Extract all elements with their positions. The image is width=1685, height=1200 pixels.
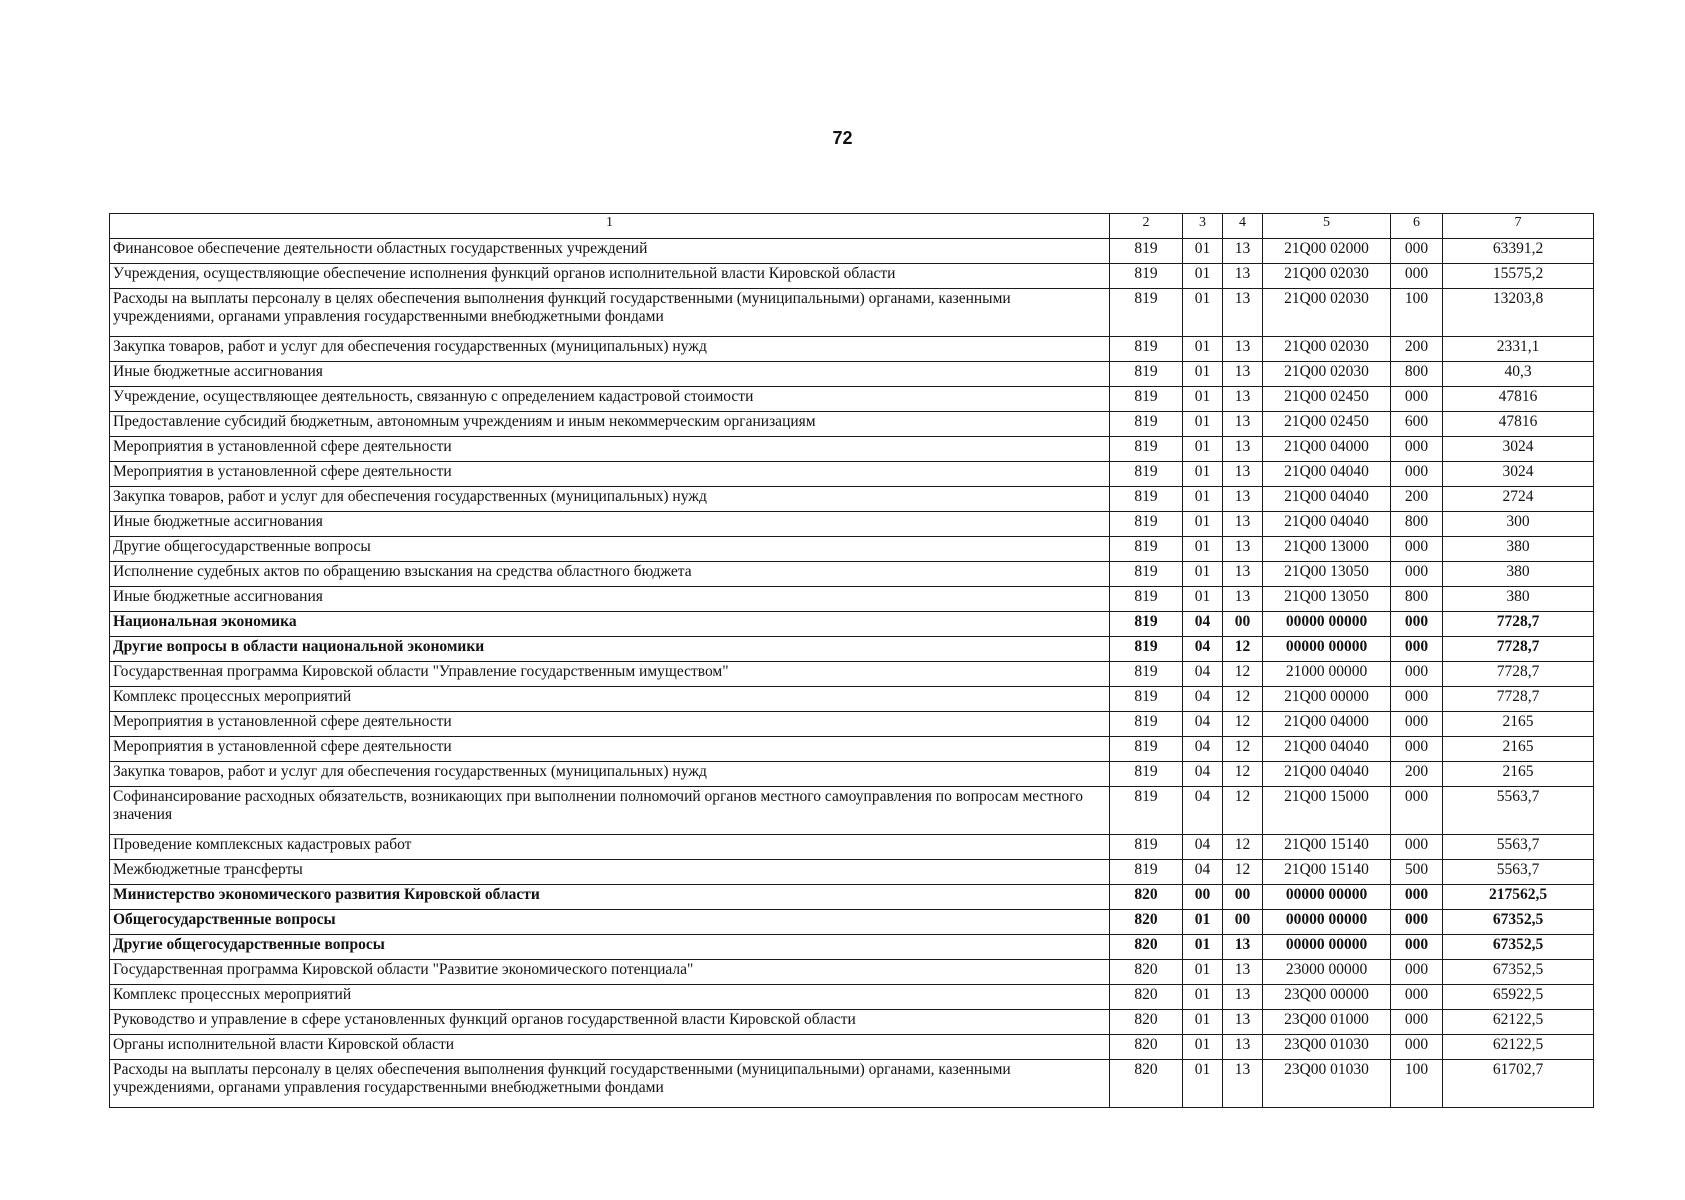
- admin-code-cell: 820: [1110, 1060, 1183, 1108]
- expense-type-cell: 200: [1391, 487, 1443, 512]
- expense-type-cell: 100: [1391, 289, 1443, 337]
- row-name-cell: Закупка товаров, работ и услуг для обеспечения государственных (муниципальных) нужд: [110, 762, 1110, 787]
- subsection-cell: 12: [1223, 737, 1263, 762]
- amount-cell: 62122,5: [1443, 1010, 1594, 1035]
- admin-code-cell: 819: [1110, 487, 1183, 512]
- amount-cell: 380: [1443, 587, 1594, 612]
- target-article-cell: 00000 00000: [1263, 612, 1391, 637]
- subsection-cell: 00: [1223, 910, 1263, 935]
- table-row: [110, 437, 1594, 462]
- subsection-cell: 13: [1223, 337, 1263, 362]
- expense-type-cell: 200: [1391, 762, 1443, 787]
- row-name-cell: Национальная экономика: [110, 612, 1110, 637]
- target-article-cell: 21Q00 02000: [1263, 239, 1391, 264]
- section-cell: 01: [1183, 985, 1223, 1010]
- table-row: [110, 1035, 1594, 1060]
- target-article-cell: 21Q00 04040: [1263, 737, 1391, 762]
- amount-cell: 380: [1443, 562, 1594, 587]
- target-article-cell: 23Q00 01030: [1263, 1060, 1391, 1108]
- amount-cell: 62122,5: [1443, 1035, 1594, 1060]
- section-cell: 04: [1183, 687, 1223, 712]
- section-cell: 04: [1183, 737, 1223, 762]
- admin-code-cell: 819: [1110, 737, 1183, 762]
- subsection-cell: 00: [1223, 612, 1263, 637]
- amount-cell: 67352,5: [1443, 935, 1594, 960]
- amount-cell: 13203,8: [1443, 289, 1594, 337]
- section-cell: 01: [1183, 239, 1223, 264]
- amount-cell: 2165: [1443, 712, 1594, 737]
- target-article-cell: 21Q00 02030: [1263, 362, 1391, 387]
- subsection-cell: 12: [1223, 860, 1263, 885]
- expense-type-cell: 000: [1391, 612, 1443, 637]
- expense-type-cell: 100: [1391, 1060, 1443, 1108]
- admin-code-cell: 819: [1110, 289, 1183, 337]
- table-row: [110, 687, 1594, 712]
- section-cell: 01: [1183, 387, 1223, 412]
- admin-code-cell: 819: [1110, 264, 1183, 289]
- amount-cell: 61702,7: [1443, 1060, 1594, 1108]
- subsection-cell: 13: [1223, 362, 1263, 387]
- expense-type-cell: 600: [1391, 412, 1443, 437]
- table-row: [110, 387, 1594, 412]
- expense-type-cell: 000: [1391, 537, 1443, 562]
- column-header: 7: [1443, 214, 1594, 239]
- row-name-cell: Иные бюджетные ассигнования: [110, 362, 1110, 387]
- admin-code-cell: 819: [1110, 412, 1183, 437]
- row-name-cell: Другие вопросы в области национальной экономики: [110, 637, 1110, 662]
- table-row: [110, 985, 1594, 1010]
- subsection-cell: 13: [1223, 512, 1263, 537]
- subsection-cell: 13: [1223, 462, 1263, 487]
- expense-type-cell: 000: [1391, 1035, 1443, 1060]
- row-name-cell: Закупка товаров, работ и услуг для обеспечения государственных (муниципальных) нужд: [110, 487, 1110, 512]
- target-article-cell: 21Q00 04040: [1263, 512, 1391, 537]
- section-cell: 01: [1183, 537, 1223, 562]
- amount-cell: 5563,7: [1443, 860, 1594, 885]
- table-row: [110, 1060, 1594, 1108]
- table-row: [110, 637, 1594, 662]
- section-cell: 01: [1183, 1060, 1223, 1108]
- table-row: [110, 737, 1594, 762]
- subsection-cell: 00: [1223, 885, 1263, 910]
- amount-cell: 217562,5: [1443, 885, 1594, 910]
- admin-code-cell: 820: [1110, 910, 1183, 935]
- amount-cell: 40,3: [1443, 362, 1594, 387]
- section-cell: 01: [1183, 437, 1223, 462]
- target-article-cell: 23Q00 01030: [1263, 1035, 1391, 1060]
- column-header: 3: [1183, 214, 1223, 239]
- row-name-cell: Мероприятия в установленной сфере деятельности: [110, 437, 1110, 462]
- target-article-cell: 00000 00000: [1263, 935, 1391, 960]
- amount-cell: 5563,7: [1443, 787, 1594, 835]
- amount-cell: 7728,7: [1443, 612, 1594, 637]
- admin-code-cell: 819: [1110, 787, 1183, 835]
- target-article-cell: 21000 00000: [1263, 662, 1391, 687]
- admin-code-cell: 819: [1110, 462, 1183, 487]
- row-name-cell: Межбюджетные трансферты: [110, 860, 1110, 885]
- subsection-cell: 12: [1223, 787, 1263, 835]
- target-article-cell: 21Q00 13050: [1263, 562, 1391, 587]
- target-article-cell: 21Q00 00000: [1263, 687, 1391, 712]
- admin-code-cell: 820: [1110, 985, 1183, 1010]
- expense-type-cell: 000: [1391, 687, 1443, 712]
- section-cell: 01: [1183, 960, 1223, 985]
- table-header-row: [110, 214, 1594, 239]
- table-row: [110, 612, 1594, 637]
- row-name-cell: Министерство экономического развития Кировской области: [110, 885, 1110, 910]
- row-name-cell: Другие общегосударственные вопросы: [110, 537, 1110, 562]
- admin-code-cell: 819: [1110, 239, 1183, 264]
- table-row: [110, 487, 1594, 512]
- table-row: [110, 960, 1594, 985]
- section-cell: 01: [1183, 910, 1223, 935]
- expense-type-cell: 000: [1391, 885, 1443, 910]
- section-cell: 01: [1183, 1035, 1223, 1060]
- table-row: [110, 362, 1594, 387]
- target-article-cell: 21Q00 04000: [1263, 437, 1391, 462]
- section-cell: 04: [1183, 762, 1223, 787]
- admin-code-cell: 819: [1110, 587, 1183, 612]
- row-name-cell: Общегосударственные вопросы: [110, 910, 1110, 935]
- row-name-cell: Закупка товаров, работ и услуг для обеспечения государственных (муниципальных) нужд: [110, 337, 1110, 362]
- column-header: 1: [110, 214, 1110, 239]
- amount-cell: 3024: [1443, 437, 1594, 462]
- admin-code-cell: 819: [1110, 687, 1183, 712]
- amount-cell: 2724: [1443, 487, 1594, 512]
- page-number: 72: [832, 128, 853, 148]
- section-cell: 04: [1183, 637, 1223, 662]
- table-row: [110, 910, 1594, 935]
- expense-type-cell: 500: [1391, 860, 1443, 885]
- row-name-cell: Мероприятия в установленной сфере деятельности: [110, 737, 1110, 762]
- row-name-cell: Государственная программа Кировской области "Управление государственным имуществом": [110, 662, 1110, 687]
- amount-cell: 2331,1: [1443, 337, 1594, 362]
- admin-code-cell: 819: [1110, 762, 1183, 787]
- admin-code-cell: 819: [1110, 637, 1183, 662]
- subsection-cell: 13: [1223, 562, 1263, 587]
- table-row: [110, 835, 1594, 860]
- amount-cell: 47816: [1443, 412, 1594, 437]
- section-cell: 04: [1183, 712, 1223, 737]
- expense-type-cell: 000: [1391, 637, 1443, 662]
- table-row: [110, 712, 1594, 737]
- expense-type-cell: 000: [1391, 960, 1443, 985]
- target-article-cell: 23Q00 00000: [1263, 985, 1391, 1010]
- expense-type-cell: 000: [1391, 712, 1443, 737]
- target-article-cell: 21Q00 02030: [1263, 289, 1391, 337]
- row-name-cell: Исполнение судебных актов по обращению взыскания на средства областного бюджета: [110, 562, 1110, 587]
- row-name-cell: Предоставление субсидий бюджетным, автономным учреждениям и иным некоммерческим организациям: [110, 412, 1110, 437]
- target-article-cell: 21Q00 04040: [1263, 762, 1391, 787]
- target-article-cell: 21Q00 02030: [1263, 264, 1391, 289]
- row-name-cell: Комплекс процессных мероприятий: [110, 687, 1110, 712]
- target-article-cell: 21Q00 04040: [1263, 487, 1391, 512]
- table-row: [110, 935, 1594, 960]
- subsection-cell: 13: [1223, 960, 1263, 985]
- subsection-cell: 13: [1223, 587, 1263, 612]
- row-name-cell: Органы исполнительной власти Кировской области: [110, 1035, 1110, 1060]
- table-row: [110, 289, 1594, 337]
- table-row: [110, 787, 1594, 835]
- subsection-cell: 13: [1223, 1060, 1263, 1108]
- column-header: 4: [1223, 214, 1263, 239]
- subsection-cell: 13: [1223, 1035, 1263, 1060]
- admin-code-cell: 819: [1110, 712, 1183, 737]
- admin-code-cell: 819: [1110, 835, 1183, 860]
- expense-type-cell: 800: [1391, 362, 1443, 387]
- table-row: [110, 239, 1594, 264]
- target-article-cell: 21Q00 15140: [1263, 860, 1391, 885]
- section-cell: 01: [1183, 935, 1223, 960]
- row-name-cell: Другие общегосударственные вопросы: [110, 935, 1110, 960]
- section-cell: 04: [1183, 835, 1223, 860]
- amount-cell: 47816: [1443, 387, 1594, 412]
- subsection-cell: 12: [1223, 712, 1263, 737]
- admin-code-cell: 819: [1110, 662, 1183, 687]
- admin-code-cell: 820: [1110, 1010, 1183, 1035]
- row-name-cell: Мероприятия в установленной сфере деятельности: [110, 712, 1110, 737]
- row-name-cell: Мероприятия в установленной сфере деятельности: [110, 462, 1110, 487]
- section-cell: 04: [1183, 662, 1223, 687]
- expense-type-cell: 800: [1391, 512, 1443, 537]
- row-name-cell: Иные бюджетные ассигнования: [110, 587, 1110, 612]
- section-cell: 01: [1183, 337, 1223, 362]
- target-article-cell: 21Q00 02450: [1263, 412, 1391, 437]
- row-name-cell: Финансовое обеспечение деятельности областных государственных учреждений: [110, 239, 1110, 264]
- expense-type-cell: 000: [1391, 835, 1443, 860]
- section-cell: 01: [1183, 587, 1223, 612]
- amount-cell: 7728,7: [1443, 637, 1594, 662]
- subsection-cell: 12: [1223, 762, 1263, 787]
- table-row: [110, 537, 1594, 562]
- amount-cell: 15575,2: [1443, 264, 1594, 289]
- admin-code-cell: 819: [1110, 537, 1183, 562]
- subsection-cell: 13: [1223, 289, 1263, 337]
- target-article-cell: 00000 00000: [1263, 885, 1391, 910]
- admin-code-cell: 819: [1110, 387, 1183, 412]
- section-cell: 04: [1183, 612, 1223, 637]
- subsection-cell: 13: [1223, 412, 1263, 437]
- subsection-cell: 13: [1223, 1010, 1263, 1035]
- expense-type-cell: 000: [1391, 935, 1443, 960]
- table-row: [110, 662, 1594, 687]
- table-row: [110, 860, 1594, 885]
- section-cell: 01: [1183, 487, 1223, 512]
- amount-cell: 3024: [1443, 462, 1594, 487]
- column-header: 6: [1391, 214, 1443, 239]
- row-name-cell: Проведение комплексных кадастровых работ: [110, 835, 1110, 860]
- admin-code-cell: 819: [1110, 612, 1183, 637]
- expense-type-cell: 000: [1391, 387, 1443, 412]
- row-name-cell: Расходы на выплаты персоналу в целях обеспечения выполнения функций государственными (муниципальными) органами, казенными учреждениями, органами управления государственными внебюджетными фондами: [110, 289, 1110, 337]
- subsection-cell: 13: [1223, 935, 1263, 960]
- amount-cell: 2165: [1443, 737, 1594, 762]
- row-name-cell: Учреждения, осуществляющие обеспечение исполнения функций органов исполнительной власти Кировской области: [110, 264, 1110, 289]
- admin-code-cell: 819: [1110, 860, 1183, 885]
- target-article-cell: 21Q00 15140: [1263, 835, 1391, 860]
- section-cell: 01: [1183, 462, 1223, 487]
- expense-type-cell: 000: [1391, 264, 1443, 289]
- target-article-cell: 21Q00 04000: [1263, 712, 1391, 737]
- row-name-cell: Софинансирование расходных обязательств, возникающих при выполнении полномочий органов местного самоуправления по вопросам местного значения: [110, 787, 1110, 835]
- amount-cell: 7728,7: [1443, 662, 1594, 687]
- amount-cell: 5563,7: [1443, 835, 1594, 860]
- admin-code-cell: 819: [1110, 562, 1183, 587]
- target-article-cell: 21Q00 13050: [1263, 587, 1391, 612]
- budget-table: [109, 213, 1594, 1108]
- expense-type-cell: 200: [1391, 337, 1443, 362]
- subsection-cell: 13: [1223, 985, 1263, 1010]
- expense-type-cell: 000: [1391, 910, 1443, 935]
- amount-cell: 67352,5: [1443, 910, 1594, 935]
- admin-code-cell: 820: [1110, 935, 1183, 960]
- subsection-cell: 13: [1223, 264, 1263, 289]
- expense-type-cell: 000: [1391, 1010, 1443, 1035]
- amount-cell: 300: [1443, 512, 1594, 537]
- subsection-cell: 13: [1223, 387, 1263, 412]
- row-name-cell: Комплекс процессных мероприятий: [110, 985, 1110, 1010]
- subsection-cell: 13: [1223, 239, 1263, 264]
- table-row: [110, 264, 1594, 289]
- table-row: [110, 587, 1594, 612]
- row-name-cell: Иные бюджетные ассигнования: [110, 512, 1110, 537]
- amount-cell: 67352,5: [1443, 960, 1594, 985]
- table-row: [110, 885, 1594, 910]
- expense-type-cell: 000: [1391, 437, 1443, 462]
- subsection-cell: 12: [1223, 687, 1263, 712]
- admin-code-cell: 819: [1110, 362, 1183, 387]
- target-article-cell: 21Q00 04040: [1263, 462, 1391, 487]
- section-cell: 04: [1183, 860, 1223, 885]
- amount-cell: 65922,5: [1443, 985, 1594, 1010]
- target-article-cell: 23Q00 01000: [1263, 1010, 1391, 1035]
- admin-code-cell: 819: [1110, 512, 1183, 537]
- section-cell: 01: [1183, 289, 1223, 337]
- target-article-cell: 00000 00000: [1263, 637, 1391, 662]
- subsection-cell: 13: [1223, 537, 1263, 562]
- target-article-cell: 00000 00000: [1263, 910, 1391, 935]
- section-cell: 01: [1183, 412, 1223, 437]
- section-cell: 01: [1183, 264, 1223, 289]
- expense-type-cell: 000: [1391, 787, 1443, 835]
- section-cell: 01: [1183, 362, 1223, 387]
- target-article-cell: 21Q00 02030: [1263, 337, 1391, 362]
- target-article-cell: 21Q00 15000: [1263, 787, 1391, 835]
- expense-type-cell: 000: [1391, 239, 1443, 264]
- expense-type-cell: 000: [1391, 737, 1443, 762]
- target-article-cell: 21Q00 13000: [1263, 537, 1391, 562]
- admin-code-cell: 820: [1110, 1035, 1183, 1060]
- subsection-cell: 12: [1223, 835, 1263, 860]
- row-name-cell: Государственная программа Кировской области "Развитие экономического потенциала": [110, 960, 1110, 985]
- subsection-cell: 12: [1223, 637, 1263, 662]
- section-cell: 01: [1183, 1010, 1223, 1035]
- table-row: [110, 562, 1594, 587]
- section-cell: 01: [1183, 512, 1223, 537]
- amount-cell: 7728,7: [1443, 687, 1594, 712]
- expense-type-cell: 000: [1391, 985, 1443, 1010]
- row-name-cell: Руководство и управление в сфере установленных функций органов государственной власти Кировской области: [110, 1010, 1110, 1035]
- table-row: [110, 762, 1594, 787]
- column-header: 5: [1263, 214, 1391, 239]
- subsection-cell: 13: [1223, 437, 1263, 462]
- admin-code-cell: 820: [1110, 960, 1183, 985]
- table-row: [110, 1010, 1594, 1035]
- admin-code-cell: 819: [1110, 337, 1183, 362]
- table-row: [110, 337, 1594, 362]
- row-name-cell: Расходы на выплаты персоналу в целях обеспечения выполнения функций государственными (муниципальными) органами, казенными учреждениями, органами управления государственными внебюджетными фондами: [110, 1060, 1110, 1108]
- table-body: [110, 239, 1594, 1108]
- subsection-cell: 12: [1223, 662, 1263, 687]
- admin-code-cell: 820: [1110, 885, 1183, 910]
- table-row: [110, 462, 1594, 487]
- table-row: [110, 412, 1594, 437]
- expense-type-cell: 000: [1391, 562, 1443, 587]
- section-cell: 01: [1183, 562, 1223, 587]
- expense-type-cell: 000: [1391, 462, 1443, 487]
- amount-cell: 380: [1443, 537, 1594, 562]
- section-cell: 04: [1183, 787, 1223, 835]
- expense-type-cell: 000: [1391, 662, 1443, 687]
- target-article-cell: 23000 00000: [1263, 960, 1391, 985]
- amount-cell: 2165: [1443, 762, 1594, 787]
- admin-code-cell: 819: [1110, 437, 1183, 462]
- row-name-cell: Учреждение, осуществляющее деятельность, связанную с определением кадастровой стоимости: [110, 387, 1110, 412]
- subsection-cell: 13: [1223, 487, 1263, 512]
- expense-type-cell: 800: [1391, 587, 1443, 612]
- amount-cell: 63391,2: [1443, 239, 1594, 264]
- section-cell: 00: [1183, 885, 1223, 910]
- target-article-cell: 21Q00 02450: [1263, 387, 1391, 412]
- column-header: 2: [1110, 214, 1183, 239]
- table-row: [110, 512, 1594, 537]
